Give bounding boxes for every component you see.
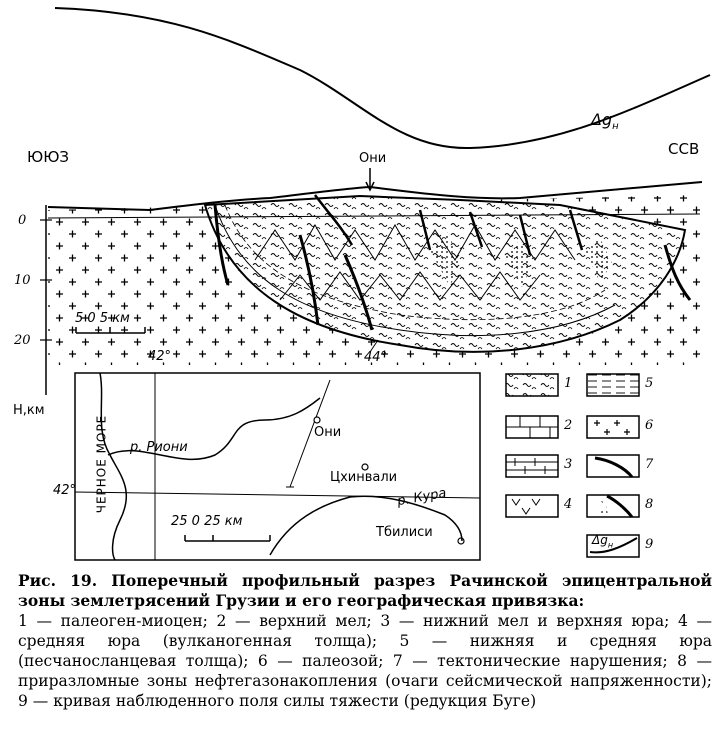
tbilisi-point	[458, 538, 464, 544]
map-lat-top-label: 42°	[148, 349, 172, 364]
depth-axis-label: Н,км	[13, 403, 45, 418]
sea-label: ЧЕРНОЕ МОРЕ	[94, 414, 109, 514]
caption-title: Рис. 19. Поперечный профильный разрез Рачинской эпицентральной зоны землетрясений Грузии и его географическая привязка:	[18, 571, 712, 610]
oni-map-label: Они	[314, 425, 342, 440]
legend-num-5: 5	[645, 376, 654, 391]
kura-label: р. Кура	[396, 485, 448, 510]
oni-point	[314, 417, 320, 423]
legend-num-2: 2	[564, 418, 573, 433]
map-lat-left-label: 42°	[53, 483, 77, 498]
legend-num-4: 4	[564, 497, 573, 512]
gravity-curve-label: $\Delta g_н$	[591, 110, 619, 133]
figure-caption	[18, 571, 712, 711]
legend-gravity-label: $\Delta g_н$	[592, 533, 614, 550]
map-scale-label: 25 0 25 км	[171, 514, 243, 529]
depth-tick-10: 10	[14, 273, 31, 288]
legend	[506, 374, 639, 557]
depth-tick-0: 0	[18, 213, 27, 228]
rioni-label: р. Риони	[130, 440, 188, 455]
dir-right-label: ССВ	[668, 140, 700, 158]
legend-num-7: 7	[645, 457, 654, 472]
dir-left-label: ЮЮЗ	[27, 148, 70, 166]
legend-num-1: 1	[564, 376, 573, 391]
oni-section-label: Они	[359, 151, 387, 166]
legend-num-9: 9	[645, 537, 654, 552]
depth-tick-20: 20	[14, 333, 31, 348]
tbilisi-label: Тбилиси	[376, 525, 433, 540]
legend-num-6: 6	[645, 418, 654, 433]
section-scale-label: 5 0 5 км	[75, 311, 130, 326]
tskhinvali-label: Цхинвали	[330, 470, 398, 485]
lon-44-label: 44°	[364, 350, 388, 365]
legend-num-3: 3	[564, 457, 573, 472]
caption-body: 1 — палеоген-миоцен; 2 — верхний мел; 3 — нижний мел и верхняя юра; 4 — средняя юра (вулканогенная толща); 5 — нижняя и средняя юра (песчаносланцевая толща); 6 — палеозой; 7 — тектонические нарушения; 8 — приразломные зоны нефтегазонакопления (очаги сейсмической напряженности); 9 — кривая наблюденного поля силы тяжести (редукция Буге)	[18, 612, 712, 710]
legend-num-8: 8	[645, 497, 654, 512]
